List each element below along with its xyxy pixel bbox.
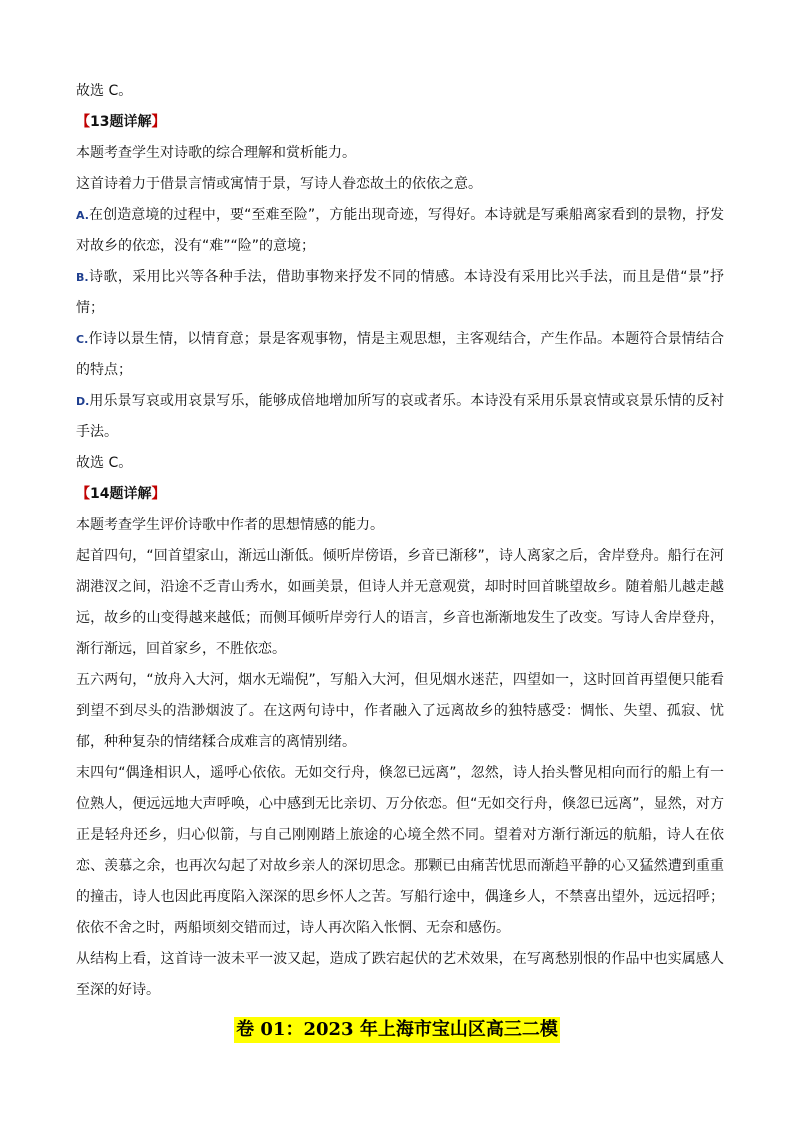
option-text: 在创造意境的过程中，要“至难至险”，方能出现奇迹，写得好。本诗就是写乘船离家看到的景物，抒发对故乡的依恋，没有“难”“险”的意境； (76, 207, 724, 254)
heading-label: 题详解 (109, 486, 152, 502)
bracket-close: 】 (151, 486, 166, 502)
paragraph: 从结构上看，这首诗一波未平一波又起，造成了跌宕起伏的艺术效果，在写离愁别恨的作品中也实属感人至深的好诗。 (76, 951, 724, 998)
heading-label: 题详解 (109, 114, 152, 130)
document-body (76, 76, 724, 1006)
paragraph: 本题考查学生对诗歌的综合理解和赏析能力。 (76, 145, 356, 161)
section-heading-13 (76, 107, 724, 138)
option-a (76, 200, 724, 262)
option-letter: C. (76, 333, 89, 346)
answer-line-1: 故选 C。 (76, 83, 133, 99)
heading-number: 14 (90, 486, 110, 502)
section-heading-14 (76, 479, 724, 510)
footer (0, 1017, 794, 1043)
footer-title: 卷 01：2023 年上海市宝山区高三二模 (234, 1017, 560, 1043)
option-b (76, 262, 724, 324)
option-c (76, 324, 724, 386)
paragraph: 起首四句，“回首望家山，渐远山渐低。倾听岸傍语，乡音已渐移”，诗人离家之后，舍岸登舟。船行在河湖港汊之间，沿途不乏青山秀水，如画美景，但诗人并无意观赏，却时时回首眺望故乡。随着船儿越走越远，故乡的山变得越来越低；而侧耳倾听岸旁行人的语言，乡音也渐渐地发生了改变。写诗人舍岸登舟，渐行渐远，回首家乡，不胜依恋。 (76, 548, 724, 657)
heading-number: 13 (90, 114, 110, 130)
paragraph: 这首诗着力于借景言情或寓情于景，写诗人眷恋故土的依依之意。 (76, 176, 482, 192)
bracket-close: 】 (151, 114, 166, 130)
option-text: 用乐景写哀或用哀景写乐，能够成倍地增加所写的哀或者乐。本诗没有采用乐景哀情或哀景乐情的反衬手法。 (76, 393, 724, 440)
bracket-open: 【 (76, 486, 90, 502)
option-letter: A. (76, 209, 89, 222)
paragraph: 五六两句，“放舟入大河，烟水无端倪”，写船入大河，但见烟水迷茫，四望如一，这时回首再望便只能看到望不到尽头的浩渺烟波了。在这两句诗中，作者融入了远离故乡的独特感受：惆怅、失望、孤寂、忧郁，种种复杂的情绪糅合成难言的离情别绪。 (76, 672, 724, 750)
option-letter: B. (76, 271, 89, 284)
option-d (76, 386, 724, 448)
paragraph: 本题考查学生评价诗歌中作者的思想情感的能力。 (76, 517, 384, 533)
option-letter: D. (76, 395, 90, 408)
answer-line-2: 故选 C。 (76, 455, 133, 471)
option-text: 诗歌，采用比兴等各种手法，借助事物来抒发不同的情感。本诗没有采用比兴手法，而且是借“景”抒情； (76, 269, 724, 316)
bracket-open: 【 (76, 114, 90, 130)
paragraph: 末四句“偶逢相识人，遥呼心依依。无如交行舟，倏忽已远离”，忽然，诗人抬头瞥见相向而行的船上有一位熟人，便远远地大声呼唤，心中感到无比亲切、万分依恋。但“无如交行舟，倏忽已远离”，显然，对方正是轻舟还乡，归心似箭，与自己刚刚踏上旅途的心境全然不同。望着对方渐行渐远的航船，诗人在依恋、羡慕之余，也再次勾起了对故乡亲人的深切思念。那颗已由痛苦忧思而渐趋平静的心又猛然遭到重重的撞击，诗人也因此再度陷入深深的思乡怀人之苦。写船行途中，偶逢乡人，不禁喜出望外，远远招呼；依依不舍之时，两船顷刻交错而过，诗人再次陷入怅惘、无奈和感伤。 (76, 765, 724, 936)
option-text: 作诗以景生情，以情育意；景是客观事物，情是主观思想，主客观结合，产生作品。本题符合景情结合的特点； (76, 331, 724, 378)
